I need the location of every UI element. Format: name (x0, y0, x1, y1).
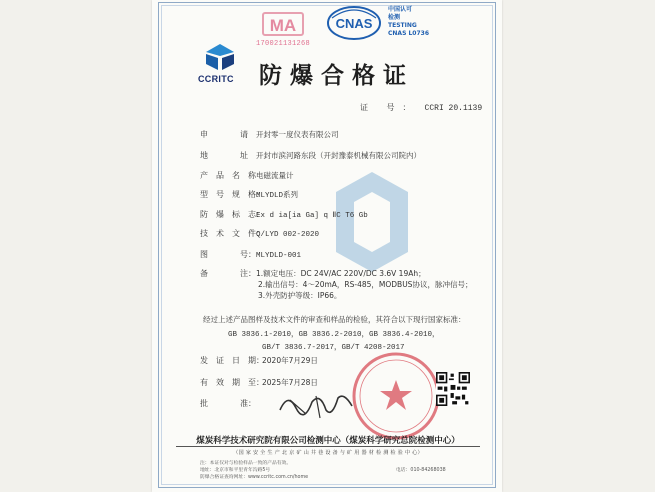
ma-logo: MA (262, 12, 304, 36)
field-label: 型 号 规 格： (200, 190, 264, 199)
cnas-logo-text: CNAS (335, 16, 373, 31)
approved-by-label: 批 准： (200, 399, 256, 408)
field-address (200, 150, 480, 161)
remark-line: 3.外壳防护等级：IP66。 (258, 291, 342, 300)
field-model (200, 189, 480, 202)
field-value: Ex d ia[ia Ga] q ⅡC T6 Gb (256, 212, 368, 220)
field-ex-marking (200, 209, 480, 222)
field-value: MLYDLD-001 (256, 252, 302, 260)
footer-note: 注：本证仅对与检验样品一致的产品有效。 (200, 461, 292, 466)
certificate-number (360, 102, 482, 113)
issuing-organization-sub: （国 家 安 全 生 产 北 京 矿 山 井 巷 设 备 与 矿 用 器 材 检 测 检 验 中 心） (233, 450, 423, 456)
field-remarks (200, 268, 480, 279)
cnas-caption-line: TESTING (388, 22, 417, 29)
certificate-number-value: CCRI 20.1139 (424, 104, 483, 113)
field-value: 1.额定电压：DC 24V/AC 220V/DC 3.6V 19Ah； (256, 269, 426, 278)
field-drawing-no (200, 249, 480, 262)
standards-line: GB 3836.1-2010，GB 3836.2-2010，GB 3836.4-2010， (228, 331, 440, 339)
field-value: 电磁流量计 (256, 171, 294, 180)
field-product-name (200, 170, 480, 181)
page-title: 防爆合格证 (259, 62, 414, 89)
remark-line: 2.输出信号：4～20mA，RS-485，MODBUS协议，脉冲信号； (258, 280, 473, 289)
cnas-caption-line: CNAS L0736 (388, 30, 430, 37)
field-label: 图 号： (200, 250, 256, 259)
cnas-caption (388, 6, 458, 38)
valid-until-value: 2025年7月28日 (262, 378, 318, 387)
footer-url[interactable]: 防爆合格证查询网址：www.ccritc.com.cn/home (200, 475, 309, 480)
field-label: 技 术 文 件： (200, 229, 264, 238)
issue-date-value: 2020年7月29日 (262, 356, 318, 365)
footer-address: 地址：北京市和平里青年沟路5号 (200, 468, 271, 473)
valid-until-label: 有 效 期 至： (200, 378, 264, 387)
cnas-caption-line: 中国认可 (388, 6, 413, 13)
divider (176, 446, 480, 447)
issue-date-label: 发 证 日 期： (200, 356, 264, 365)
ccritc-logo-icon (200, 42, 240, 72)
standards-line: GB/T 3836.7-2017，GB/T 4208-2017 (262, 344, 405, 352)
qr-code-icon[interactable] (436, 372, 470, 406)
certificate-number-label: 证 号： (360, 103, 419, 112)
field-value: 开封市滨河路东段（开封豫泰机械有限公司院内） (256, 151, 421, 160)
field-applicant (200, 129, 480, 140)
official-stamp-icon (350, 350, 442, 442)
field-label: 备 注： (200, 269, 256, 278)
ccritc-logo-text: CCRITC (198, 74, 234, 84)
cnas-caption-line: 检测 (388, 14, 401, 21)
field-label: 地 址 (200, 151, 248, 160)
field-value: Q/LYD 002-2020 (256, 231, 320, 239)
field-label: 防 爆 标 志： (200, 210, 264, 219)
field-value: 开封零一度仪表有限公司 (256, 130, 339, 139)
field-label: 产 品 名 称 (200, 171, 256, 180)
signature-icon (276, 388, 356, 422)
field-value: MLYDLD系列 (256, 192, 299, 200)
ma-number: 170021131268 (256, 40, 311, 48)
standards-intro: 经过上述产品图样及技术文件的审查和样品的检验，其符合以下现行国家标准： (203, 315, 466, 324)
field-label: 申 请 (200, 130, 248, 139)
issuing-organization: 煤炭科学技术研究院有限公司检测中心（煤炭科学研究总院检测中心） (196, 436, 460, 446)
footer-phone: 电话：010-84268038 (396, 468, 446, 473)
field-tech-doc (200, 228, 480, 241)
cnas-logo (326, 4, 382, 42)
